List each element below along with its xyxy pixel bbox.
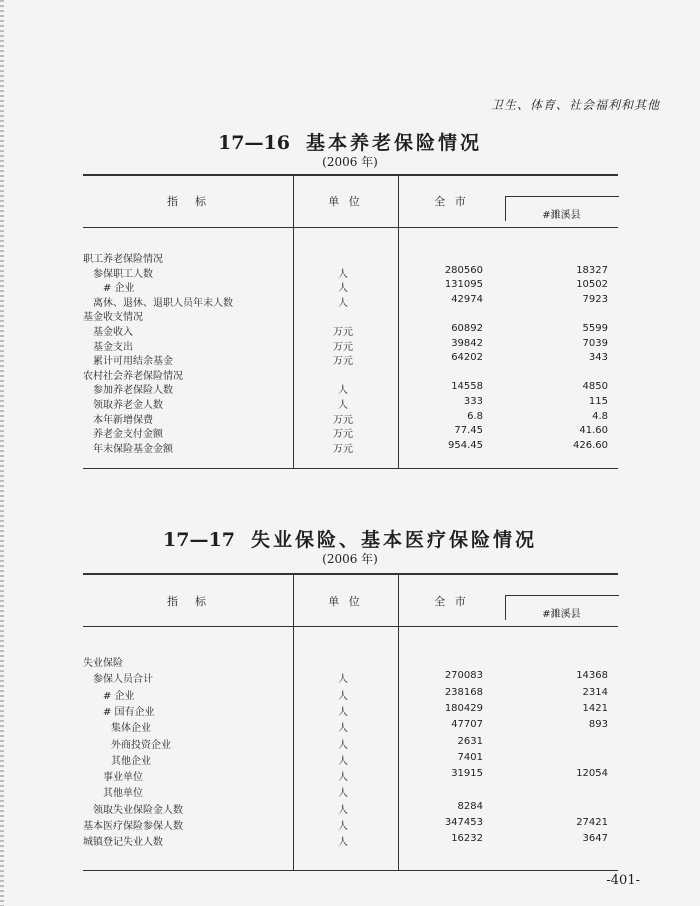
table-row [83, 294, 618, 309]
row-label: 领取失业保险金人数 [93, 804, 183, 816]
row-label: 累计可用结余基金 [93, 356, 173, 368]
table2-title-text: 失业保险、基本医疗保险情况 [250, 529, 537, 551]
row-city-value: 238168 [444, 686, 483, 698]
row-unit: 人 [338, 755, 348, 767]
table-row [83, 338, 618, 353]
table1-bottom-rule [83, 468, 618, 469]
row-city-value: 14558 [451, 381, 483, 393]
row-unit: 人 [338, 674, 348, 686]
row-city-value: 2631 [457, 735, 483, 747]
table1-col-city: 全 市 [434, 195, 469, 208]
row-label: 领取养老金人数 [93, 400, 163, 411]
row-unit: 人 [338, 821, 348, 832]
row-city-value: 39842 [451, 337, 483, 349]
page-number: -401- [606, 873, 640, 888]
table-row [83, 411, 618, 426]
row-unit: 人 [338, 739, 348, 751]
row-label: 离休、退休、退职人员年末人数 [93, 297, 233, 309]
row-unit: 万元 [333, 443, 353, 455]
table1-title-text: 基本养老保险情况 [305, 132, 482, 154]
row-unit: 人 [338, 706, 348, 718]
table-row [83, 833, 618, 848]
row-label: 参保职工人数 [93, 268, 153, 280]
table-row [83, 784, 618, 799]
row-label: 参保人员合计 [93, 674, 153, 686]
table1-col-unit: 单 位 [328, 195, 363, 208]
row-city-value: 280560 [444, 264, 483, 276]
row-county-value: 7923 [582, 293, 608, 305]
table1-top-rule [83, 174, 618, 176]
table2-col-indicator: 指 标 [167, 595, 209, 608]
row-label: # 企业 [103, 690, 135, 702]
table-row [83, 381, 618, 396]
row-city-value: 77.45 [454, 425, 483, 437]
row-city-value: 131095 [444, 279, 483, 291]
table-row [83, 687, 618, 702]
row-label: 农村社会养老保险情况 [83, 370, 183, 382]
table2-number: 17—17 [163, 529, 235, 551]
row-unit: 万元 [333, 414, 353, 426]
row-unit: 人 [338, 283, 348, 295]
table-row [83, 265, 618, 280]
table1-number: 17—16 [218, 132, 290, 154]
row-unit: 人 [338, 804, 348, 816]
table2-title [0, 525, 700, 552]
row-unit: 人 [338, 385, 348, 397]
row-county-value: 41.60 [579, 425, 608, 437]
row-label: # 国有企业 [103, 706, 155, 718]
row-city-value: 347453 [444, 817, 483, 828]
table2-top-rule [83, 573, 618, 575]
table-row [83, 670, 618, 685]
row-county-value: 426.60 [573, 439, 608, 451]
row-label: 年末保险基金金额 [93, 443, 173, 455]
row-unit: 人 [338, 690, 348, 702]
row-county-value: 14368 [576, 670, 608, 682]
row-unit: 人 [338, 297, 348, 309]
row-county-value: 4.8 [592, 410, 608, 422]
table-row [83, 250, 618, 265]
row-city-value: 16232 [451, 833, 483, 845]
row-label: 参加养老保险人数 [93, 385, 173, 397]
table-row [83, 752, 618, 767]
table1-header-rule [83, 227, 618, 228]
row-label: 养老金支付金额 [93, 429, 163, 441]
row-unit: 人 [338, 837, 348, 849]
table2-col-unit: 单 位 [328, 595, 363, 608]
table-row [83, 654, 618, 669]
row-label: 基本医疗保险参保人数 [83, 821, 183, 832]
table-row [83, 425, 618, 440]
table-row [83, 323, 618, 338]
row-county-value: 3647 [582, 833, 608, 845]
row-label: 集体企业 [111, 723, 151, 735]
row-label: 失业保险 [83, 658, 123, 669]
row-city-value: 270083 [444, 670, 483, 682]
row-unit: 万元 [333, 341, 353, 353]
table2-bottom-rule [83, 870, 618, 871]
row-city-value: 180429 [444, 702, 483, 714]
row-label: 基金收入 [93, 327, 133, 338]
table1-year: (2006 年) [322, 155, 378, 169]
row-unit: 人 [338, 400, 348, 411]
row-label: 基金收支情况 [83, 312, 143, 324]
table-row [83, 736, 618, 751]
table-row [83, 768, 618, 783]
table-row [83, 703, 618, 718]
row-county-value: 27421 [576, 817, 608, 828]
table-row [83, 801, 618, 816]
table-row [83, 279, 618, 294]
row-label: # 企业 [103, 283, 135, 295]
row-unit: 万元 [333, 356, 353, 368]
table-row [83, 817, 618, 832]
row-city-value: 47707 [451, 719, 483, 731]
row-city-value: 31915 [451, 768, 483, 780]
row-county-value: 12054 [576, 768, 608, 780]
row-city-value: 60892 [451, 323, 483, 334]
table-row [83, 396, 618, 411]
row-unit: 万元 [333, 429, 353, 441]
row-label: 城镇登记失业人数 [83, 837, 163, 849]
row-county-value: 2314 [582, 686, 608, 698]
row-city-value: 42974 [451, 293, 483, 305]
row-label: 其他企业 [111, 755, 151, 767]
running-header: 卫生、体育、社会福利和其他 [490, 98, 660, 112]
row-unit: 万元 [333, 327, 353, 338]
row-unit: 人 [338, 268, 348, 280]
row-label: 其他单位 [103, 788, 143, 800]
row-label: 外商投资企业 [111, 739, 171, 751]
row-county-value: 1421 [582, 702, 608, 714]
row-county-value: 4850 [582, 381, 608, 393]
table-row [83, 719, 618, 734]
row-unit: 人 [338, 788, 348, 800]
row-label: 职工养老保险情况 [83, 254, 163, 265]
table2-col-county: #濉溪县 [542, 609, 581, 620]
row-county-value: 18327 [576, 264, 608, 276]
row-city-value: 8284 [457, 800, 483, 812]
row-county-value: 7039 [582, 337, 608, 349]
table1-title [0, 128, 700, 155]
table1-col-indicator: 指 标 [167, 195, 209, 208]
row-city-value: 954.45 [448, 439, 483, 451]
row-unit: 人 [338, 772, 348, 784]
row-label: 本年新增保费 [93, 414, 153, 426]
row-label: 事业单位 [103, 772, 143, 784]
table2-header-rule [83, 626, 618, 627]
table1-col-county: #濉溪县 [542, 210, 581, 221]
row-county-value: 10502 [576, 279, 608, 291]
row-unit: 人 [338, 723, 348, 735]
row-city-value: 64202 [451, 352, 483, 364]
row-label: 基金支出 [93, 341, 133, 353]
table-row [83, 440, 618, 455]
table2-year: (2006 年) [322, 552, 378, 566]
row-county-value: 343 [588, 352, 608, 364]
table2-col-city: 全 市 [434, 595, 469, 608]
row-county-value: 5599 [582, 323, 608, 334]
row-city-value: 6.8 [467, 410, 483, 422]
table-row [83, 352, 618, 367]
row-county-value: 893 [588, 719, 608, 731]
row-city-value: 7401 [457, 751, 483, 763]
table-row [83, 367, 618, 382]
table-row [83, 308, 618, 323]
row-county-value: 115 [588, 396, 608, 407]
row-city-value: 333 [463, 396, 483, 407]
